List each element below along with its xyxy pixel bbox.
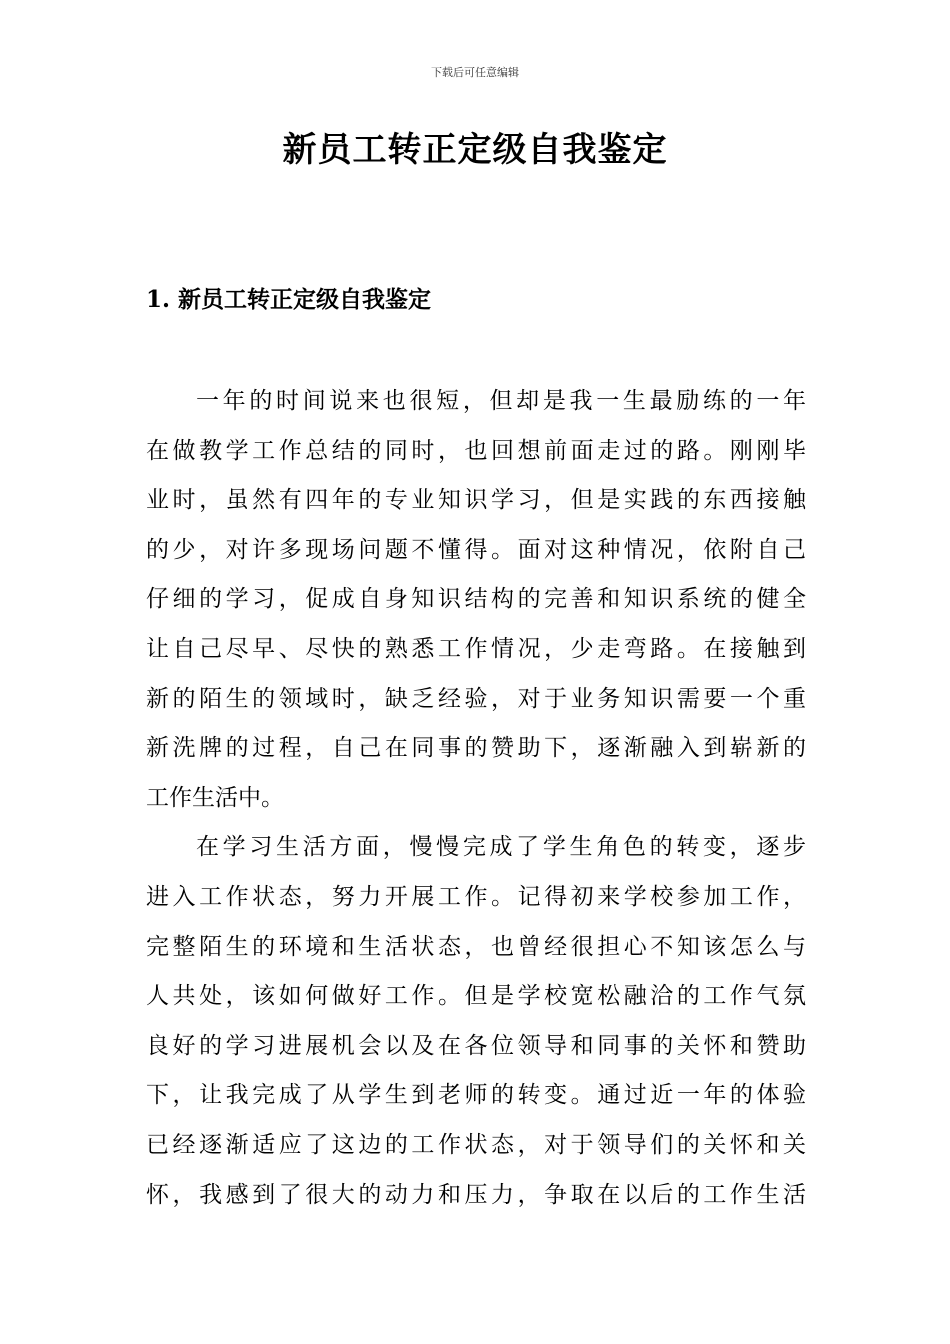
- text-line: 良好的学习进展机会以及在各位领导和同事的关怀和赞助: [146, 1032, 806, 1059]
- text-line: 在学习生活方面，慢慢完成了学生角色的转变，逐步: [196, 834, 806, 861]
- text-line: 一年的时间说来也很短，但却是我一生最励练的一年: [196, 388, 806, 414]
- text-line: 完整陌生的环境和生活状态，也曾经很担心不知该怎么与: [146, 933, 806, 960]
- header-note: 下载后可任意编辑: [431, 66, 519, 79]
- text-line: 工作生活中。: [146, 784, 284, 811]
- text-line: 进入工作状态，努力开展工作。记得初来学校参加工作，: [146, 883, 806, 910]
- section-heading: 1. 新员工转正定级自我鉴定: [146, 286, 432, 313]
- text-line: 新的陌生的领域时，缺乏经验，对于业务知识需要一个重: [146, 685, 806, 712]
- text-line: 仔细的学习，促成自身知识结构的完善和知识系统的健全: [146, 586, 806, 613]
- text-line: 的少，对许多现场问题不懂得。面对这种情况，依附自己: [146, 536, 806, 563]
- paragraph-1: [146, 377, 806, 823]
- text-line: 在做教学工作总结的同时，也回想前面走过的路。刚刚毕: [146, 437, 806, 464]
- text-line: 业时，虽然有四年的专业知识学习，但是实践的东西接触: [146, 487, 806, 514]
- paragraph-2: [146, 823, 806, 1220]
- text-line: 新洗牌的过程，自己在同事的赞助下，逐渐融入到崭新的: [146, 735, 806, 762]
- body-text: [146, 377, 806, 1220]
- text-line: 下，让我完成了从学生到老师的转变。通过近一年的体验: [146, 1082, 806, 1109]
- text-line: 人共处，该如何做好工作。但是学校宽松融洽的工作气氛: [146, 983, 806, 1010]
- text-line: 怀，我感到了很大的动力和压力，争取在以后的工作生活: [146, 1181, 806, 1208]
- text-line: 让自己尽早、尽快的熟悉工作情况，少走弯路。在接触到: [146, 635, 806, 662]
- document-title: 新员工转正定级自我鉴定: [282, 130, 668, 170]
- text-line: 已经逐渐适应了这边的工作状态，对于领导们的关怀和关: [146, 1131, 806, 1158]
